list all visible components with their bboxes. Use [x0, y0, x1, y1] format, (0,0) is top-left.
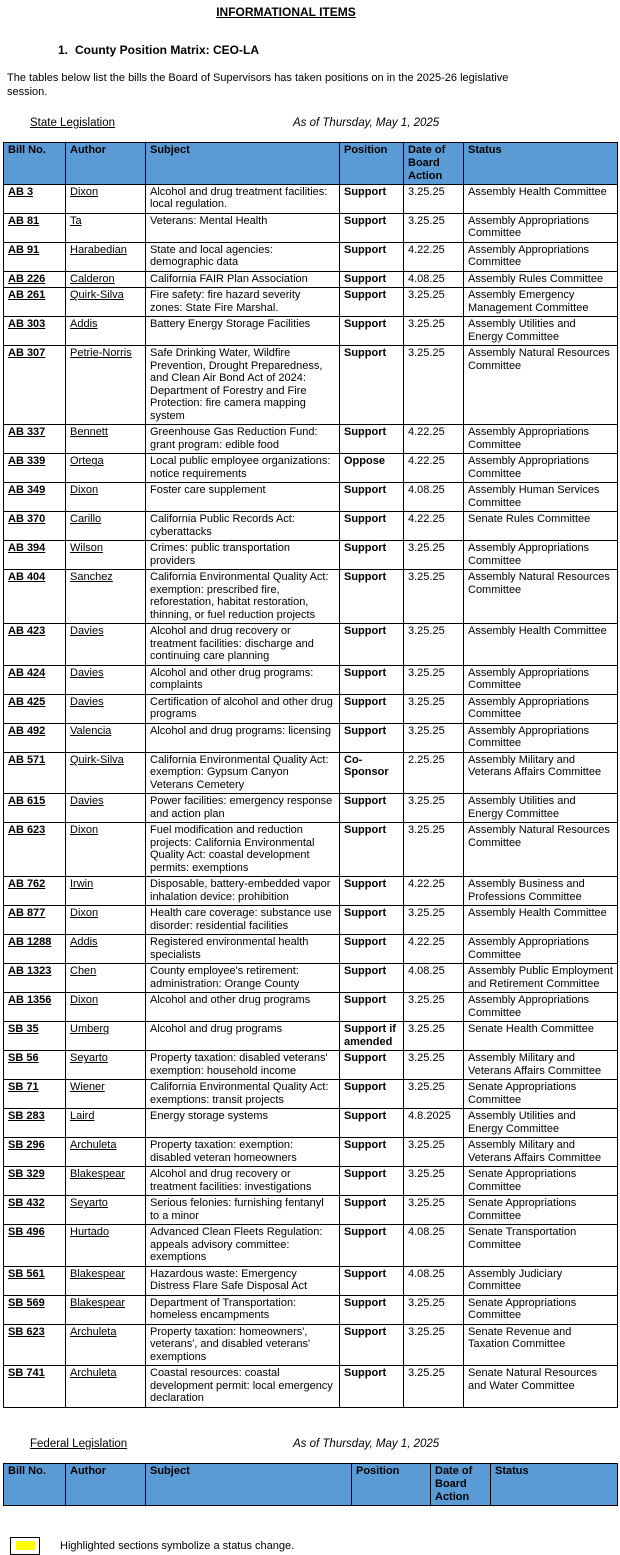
- bill-row: [4, 1138, 618, 1167]
- board-action-date: 3.25.25: [404, 1167, 464, 1196]
- bill-no-link[interactable]: AB 404: [4, 570, 66, 624]
- subject-text: Safe Drinking Water, Wildfire Prevention, Drought Preparedness, and Clean Air Bond Act of 2024: Department of Forestry and Fire Protection: fire camera mapping system: [146, 346, 340, 425]
- board-action-date: 4.08.25: [404, 964, 464, 993]
- col-header-status: Status: [491, 1463, 618, 1505]
- page-title: INFORMATIONAL ITEMS: [216, 5, 356, 19]
- bill-row: [4, 877, 618, 906]
- bill-row: [4, 964, 618, 993]
- federal-section-head: [0, 1438, 620, 1453]
- bill-row: [4, 665, 618, 694]
- position-text: Support: [340, 541, 404, 570]
- subject-text: Certification of alcohol and other drug programs: [146, 694, 340, 723]
- position-text: Support: [340, 1196, 404, 1225]
- subject-text: Greenhouse Gas Reduction Fund: grant program: edible food: [146, 425, 340, 454]
- col-header-bill-no: Bill No.: [4, 142, 66, 184]
- item-title: County Position Matrix: CEO-LA: [75, 43, 259, 57]
- board-action-date: 4.22.25: [404, 242, 464, 271]
- author-link[interactable]: Chen: [66, 964, 146, 993]
- subject-text: Foster care supplement: [146, 483, 340, 512]
- position-text: Support: [340, 665, 404, 694]
- status-text: Assembly Appropriations Committee: [464, 723, 618, 752]
- position-text: Support: [340, 1266, 404, 1295]
- board-action-date: 3.25.25: [404, 541, 464, 570]
- board-action-date: 3.25.25: [404, 1324, 464, 1366]
- status-text: Assembly Military and Veterans Affairs Committee: [464, 1138, 618, 1167]
- bill-no-link[interactable]: AB 424: [4, 665, 66, 694]
- status-text: Assembly Health Committee: [464, 624, 618, 666]
- bill-row: [4, 271, 618, 288]
- col-header-date: Date of Board Action: [431, 1463, 491, 1505]
- subject-text: Crimes: public transportation providers: [146, 541, 340, 570]
- author-link[interactable]: Blakespear: [66, 1266, 146, 1295]
- bill-row: [4, 1051, 618, 1080]
- subject-text: Alcohol and drug programs: licensing: [146, 723, 340, 752]
- bill-row: [4, 213, 618, 242]
- board-action-date: 3.25.25: [404, 1138, 464, 1167]
- bill-no-link[interactable]: AB 226: [4, 271, 66, 288]
- subject-text: Local public employee organizations: notice requirements: [146, 454, 340, 483]
- status-text: Assembly Natural Resources Committee: [464, 570, 618, 624]
- status-text: Senate Transportation Committee: [464, 1225, 618, 1267]
- position-text: Support: [340, 184, 404, 213]
- author-link[interactable]: Davies: [66, 665, 146, 694]
- col-header-position: Position: [352, 1463, 431, 1505]
- author-link[interactable]: Addis: [66, 317, 146, 346]
- bill-row: [4, 425, 618, 454]
- author-link[interactable]: Laird: [66, 1109, 146, 1138]
- position-text: Support: [340, 425, 404, 454]
- subject-text: California Environmental Quality Act: exemptions: transit projects: [146, 1080, 340, 1109]
- position-text: Co-Sponsor: [340, 752, 404, 794]
- subject-text: Veterans: Mental Health: [146, 213, 340, 242]
- position-text: Support: [340, 242, 404, 271]
- position-text: Support: [340, 823, 404, 877]
- status-text: Assembly Appropriations Committee: [464, 694, 618, 723]
- state-section-head: [0, 117, 620, 132]
- status-text: Assembly Appropriations Committee: [464, 665, 618, 694]
- federal-legislation-heading: Federal Legislation: [30, 1437, 128, 1450]
- position-text: Support: [340, 1366, 404, 1408]
- subject-text: California Environmental Quality Act: exemption: Gypsum Canyon Veterans Cemetery: [146, 752, 340, 794]
- board-action-date: 4.22.25: [404, 935, 464, 964]
- board-action-date: 3.25.25: [404, 184, 464, 213]
- subject-text: Department of Transportation: homeless encampments: [146, 1295, 340, 1324]
- subject-text: Registered environmental health specialists: [146, 935, 340, 964]
- bill-no-link[interactable]: AB 339: [4, 454, 66, 483]
- bill-no-link[interactable]: AB 370: [4, 512, 66, 541]
- position-text: Support: [340, 271, 404, 288]
- status-text: Assembly Judiciary Committee: [464, 1266, 618, 1295]
- legend: [10, 1537, 620, 1555]
- bill-no-link[interactable]: SB 283: [4, 1109, 66, 1138]
- board-action-date: 3.25.25: [404, 906, 464, 935]
- state-table-header-row: [4, 142, 618, 184]
- bill-row: [4, 624, 618, 666]
- author-link[interactable]: Blakespear: [66, 1167, 146, 1196]
- author-link[interactable]: Wilson: [66, 541, 146, 570]
- bill-no-link[interactable]: AB 394: [4, 541, 66, 570]
- bill-no-link[interactable]: SB 56: [4, 1051, 66, 1080]
- col-header-status: Status: [464, 142, 618, 184]
- subject-text: California FAIR Plan Association: [146, 271, 340, 288]
- bill-row: [4, 242, 618, 271]
- status-text: Assembly Appropriations Committee: [464, 213, 618, 242]
- position-text: Support: [340, 1051, 404, 1080]
- subject-text: Energy storage systems: [146, 1109, 340, 1138]
- bill-no-link[interactable]: AB 615: [4, 794, 66, 823]
- position-text: Support: [340, 512, 404, 541]
- position-text: Support: [340, 794, 404, 823]
- bill-no-link[interactable]: SB 296: [4, 1138, 66, 1167]
- col-header-subject: Subject: [146, 1463, 352, 1505]
- status-text: Senate Revenue and Taxation Committee: [464, 1324, 618, 1366]
- author-link[interactable]: Davies: [66, 794, 146, 823]
- item-number: 1.: [58, 43, 69, 57]
- board-action-date: 4.22.25: [404, 877, 464, 906]
- position-text: Support: [340, 288, 404, 317]
- board-action-date: 4.08.25: [404, 1266, 464, 1295]
- board-action-date: 3.25.25: [404, 317, 464, 346]
- position-text: Support if amended: [340, 1022, 404, 1051]
- position-text: Support: [340, 1225, 404, 1267]
- bill-no-link[interactable]: AB 91: [4, 242, 66, 271]
- bill-no-link[interactable]: AB 81: [4, 213, 66, 242]
- col-header-date: Date of Board Action: [404, 142, 464, 184]
- position-text: Support: [340, 694, 404, 723]
- board-action-date: 3.25.25: [404, 570, 464, 624]
- subject-text: Fuel modification and reduction projects: California Environmental Quality Act: coastal development permits: exemptions: [146, 823, 340, 877]
- bill-row: [4, 1022, 618, 1051]
- bill-no-link[interactable]: AB 623: [4, 823, 66, 877]
- bill-row: [4, 317, 618, 346]
- highlight-swatch: [16, 1541, 35, 1550]
- author-link[interactable]: Dixon: [66, 184, 146, 213]
- position-text: Support: [340, 1109, 404, 1138]
- board-action-date: 2.25.25: [404, 752, 464, 794]
- bill-row: [4, 823, 618, 877]
- col-header-author: Author: [66, 1463, 146, 1505]
- position-text: Oppose: [340, 454, 404, 483]
- author-link[interactable]: Quirk-Silva: [66, 288, 146, 317]
- bill-row: [4, 541, 618, 570]
- bill-no-link[interactable]: SB 496: [4, 1225, 66, 1267]
- position-text: Support: [340, 1080, 404, 1109]
- bill-row: [4, 1196, 618, 1225]
- status-text: Assembly Natural Resources Committee: [464, 346, 618, 425]
- bill-no-link[interactable]: AB 423: [4, 624, 66, 666]
- bill-row: [4, 512, 618, 541]
- bill-row: [4, 906, 618, 935]
- subject-text: California Environmental Quality Act: exemption: prescribed fire, reforestation, habitat restoration, thinning, or fuel reduction projects: [146, 570, 340, 624]
- subject-text: Alcohol and drug programs: [146, 1022, 340, 1051]
- bill-no-link[interactable]: AB 492: [4, 723, 66, 752]
- status-text: Assembly Appropriations Committee: [464, 541, 618, 570]
- bill-row: [4, 1324, 618, 1366]
- status-text: Assembly Public Employment and Retirement Committee: [464, 964, 618, 993]
- bill-no-link[interactable]: AB 3: [4, 184, 66, 213]
- author-link[interactable]: Archuleta: [66, 1324, 146, 1366]
- subject-text: Serious felonies: furnishing fentanyl to a minor: [146, 1196, 340, 1225]
- bill-no-link[interactable]: AB 307: [4, 346, 66, 425]
- bill-row: [4, 184, 618, 213]
- bill-no-link[interactable]: SB 35: [4, 1022, 66, 1051]
- board-action-date: 3.25.25: [404, 213, 464, 242]
- bill-no-link[interactable]: SB 329: [4, 1167, 66, 1196]
- federal-legislation-table: [3, 1463, 618, 1506]
- status-text: Senate Natural Resources and Water Committee: [464, 1366, 618, 1408]
- board-action-date: 3.25.25: [404, 823, 464, 877]
- position-text: Support: [340, 723, 404, 752]
- bill-row: [4, 1109, 618, 1138]
- position-text: Support: [340, 483, 404, 512]
- bill-row: [4, 1295, 618, 1324]
- board-action-date: 3.25.25: [404, 794, 464, 823]
- position-text: Support: [340, 1295, 404, 1324]
- position-text: Support: [340, 906, 404, 935]
- subject-text: Advanced Clean Fleets Regulation: appeals advisory committee: exemptions: [146, 1225, 340, 1267]
- subject-text: Alcohol and drug recovery or treatment facilities: discharge and continuing care planning: [146, 624, 340, 666]
- subject-text: Fire safety: fire hazard severity zones: State Fire Marshal.: [146, 288, 340, 317]
- legend-text: Highlighted sections symbolize a status change.: [60, 1539, 295, 1552]
- federal-table-header-row: [4, 1463, 618, 1505]
- intro-paragraph: The tables below list the bills the Board of Supervisors has taken positions on in the 2025-26 legislative session.: [7, 72, 509, 98]
- position-text: Support: [340, 935, 404, 964]
- board-action-date: 3.25.25: [404, 665, 464, 694]
- author-link[interactable]: Bennett: [66, 425, 146, 454]
- bill-row: [4, 1167, 618, 1196]
- bill-row: [4, 1225, 618, 1267]
- position-text: Support: [340, 570, 404, 624]
- status-text: Senate Appropriations Committee: [464, 1196, 618, 1225]
- status-text: Assembly Military and Veterans Affairs Committee: [464, 1051, 618, 1080]
- author-link[interactable]: Ortega: [66, 454, 146, 483]
- status-text: Assembly Emergency Management Committee: [464, 288, 618, 317]
- col-header-subject: Subject: [146, 142, 340, 184]
- board-action-date: 3.25.25: [404, 1295, 464, 1324]
- author-link[interactable]: Davies: [66, 624, 146, 666]
- author-link[interactable]: Hurtado: [66, 1225, 146, 1267]
- board-action-date: 3.25.25: [404, 1022, 464, 1051]
- author-link[interactable]: Harabedian: [66, 242, 146, 271]
- status-text: Assembly Appropriations Committee: [464, 935, 618, 964]
- board-action-date: 3.25.25: [404, 993, 464, 1022]
- author-link[interactable]: Dixon: [66, 483, 146, 512]
- bill-row: [4, 1266, 618, 1295]
- bill-no-link[interactable]: SB 432: [4, 1196, 66, 1225]
- board-action-date: 3.25.25: [404, 346, 464, 425]
- author-link[interactable]: Umberg: [66, 1022, 146, 1051]
- position-text: Support: [340, 317, 404, 346]
- bill-no-link[interactable]: AB 1323: [4, 964, 66, 993]
- bill-row: [4, 454, 618, 483]
- author-link[interactable]: Seyarto: [66, 1051, 146, 1080]
- author-link[interactable]: Addis: [66, 935, 146, 964]
- author-link[interactable]: Carillo: [66, 512, 146, 541]
- board-action-date: 3.25.25: [404, 1196, 464, 1225]
- status-text: Assembly Natural Resources Committee: [464, 823, 618, 877]
- author-link[interactable]: Ta: [66, 213, 146, 242]
- status-text: Senate Rules Committee: [464, 512, 618, 541]
- bill-row: [4, 723, 618, 752]
- board-action-date: 3.25.25: [404, 723, 464, 752]
- bill-row: [4, 993, 618, 1022]
- subject-text: Alcohol and other drug programs: [146, 993, 340, 1022]
- col-header-bill-no: Bill No.: [4, 1463, 66, 1505]
- position-text: Support: [340, 213, 404, 242]
- author-link[interactable]: Archuleta: [66, 1366, 146, 1408]
- status-text: Assembly Appropriations Committee: [464, 993, 618, 1022]
- status-text: Assembly Appropriations Committee: [464, 454, 618, 483]
- author-link[interactable]: Dixon: [66, 906, 146, 935]
- bill-row: [4, 483, 618, 512]
- bill-no-link[interactable]: AB 762: [4, 877, 66, 906]
- col-header-author: Author: [66, 142, 146, 184]
- subject-text: Power facilities: emergency response and action plan: [146, 794, 340, 823]
- author-link[interactable]: Blakespear: [66, 1295, 146, 1324]
- state-legislation-heading: State Legislation: [30, 116, 116, 129]
- bill-no-link[interactable]: SB 569: [4, 1295, 66, 1324]
- bill-row: [4, 570, 618, 624]
- bill-row: [4, 752, 618, 794]
- bill-no-link[interactable]: SB 71: [4, 1080, 66, 1109]
- bill-no-link[interactable]: AB 337: [4, 425, 66, 454]
- author-link[interactable]: Archuleta: [66, 1138, 146, 1167]
- item-heading: [58, 43, 620, 57]
- board-action-date: 3.25.25: [404, 1080, 464, 1109]
- state-legislation-table: [3, 142, 618, 1408]
- board-action-date: 3.25.25: [404, 624, 464, 666]
- subject-text: Health care coverage: substance use disorder: residential facilities: [146, 906, 340, 935]
- status-text: Assembly Business and Professions Committee: [464, 877, 618, 906]
- board-action-date: 4.22.25: [404, 454, 464, 483]
- status-text: Senate Appropriations Committee: [464, 1295, 618, 1324]
- subject-text: Battery Energy Storage Facilities: [146, 317, 340, 346]
- board-action-date: 4.08.25: [404, 1225, 464, 1267]
- position-text: Support: [340, 346, 404, 425]
- subject-text: Disposable, battery-embedded vapor inhalation device: prohibition: [146, 877, 340, 906]
- position-text: Support: [340, 993, 404, 1022]
- subject-text: Property taxation: homeowners', veterans', and disabled veterans' exemptions: [146, 1324, 340, 1366]
- author-link[interactable]: Wiener: [66, 1080, 146, 1109]
- status-text: Assembly Appropriations Committee: [464, 425, 618, 454]
- status-text: Assembly Rules Committee: [464, 271, 618, 288]
- author-link[interactable]: Sanchez: [66, 570, 146, 624]
- status-text: Assembly Appropriations Committee: [464, 242, 618, 271]
- status-text: Assembly Utilities and Energy Committee: [464, 1109, 618, 1138]
- status-text: Assembly Health Committee: [464, 906, 618, 935]
- status-text: Assembly Human Services Committee: [464, 483, 618, 512]
- subject-text: Property taxation: exemption: disabled veteran homeowners: [146, 1138, 340, 1167]
- board-action-date: 4.22.25: [404, 425, 464, 454]
- position-text: Support: [340, 877, 404, 906]
- board-action-date: 4.08.25: [404, 483, 464, 512]
- board-action-date: 3.25.25: [404, 1051, 464, 1080]
- bill-row: [4, 288, 618, 317]
- author-link[interactable]: Dixon: [66, 823, 146, 877]
- board-action-date: 3.25.25: [404, 694, 464, 723]
- author-link[interactable]: Davies: [66, 694, 146, 723]
- bill-no-link[interactable]: AB 349: [4, 483, 66, 512]
- board-action-date: 3.25.25: [404, 1366, 464, 1408]
- subject-text: Alcohol and other drug programs: complaints: [146, 665, 340, 694]
- bill-row: [4, 935, 618, 964]
- federal-as-of-date: As of Thursday, May 1, 2025: [293, 1437, 440, 1450]
- subject-text: Property taxation: disabled veterans' exemption: household income: [146, 1051, 340, 1080]
- bill-no-link[interactable]: AB 425: [4, 694, 66, 723]
- board-action-date: 4.22.25: [404, 512, 464, 541]
- subject-text: Coastal resources: coastal development permit: local emergency declaration: [146, 1366, 340, 1408]
- position-text: Support: [340, 1324, 404, 1366]
- bill-no-link[interactable]: SB 623: [4, 1324, 66, 1366]
- subject-text: Alcohol and drug recovery or treatment facilities: investigations: [146, 1167, 340, 1196]
- subject-text: Hazardous waste: Emergency Distress Flare Safe Disposal Act: [146, 1266, 340, 1295]
- board-action-date: 4.08.25: [404, 271, 464, 288]
- status-text: Senate Appropriations Committee: [464, 1080, 618, 1109]
- bill-no-link[interactable]: AB 1356: [4, 993, 66, 1022]
- bill-no-link[interactable]: AB 303: [4, 317, 66, 346]
- author-link[interactable]: Calderon: [66, 271, 146, 288]
- bill-no-link[interactable]: AB 1288: [4, 935, 66, 964]
- state-as-of-date: As of Thursday, May 1, 2025: [293, 116, 440, 129]
- author-link[interactable]: Petrie-Norris: [66, 346, 146, 425]
- author-link[interactable]: Irwin: [66, 877, 146, 906]
- position-text: Support: [340, 964, 404, 993]
- author-link[interactable]: Dixon: [66, 993, 146, 1022]
- subject-text: Alcohol and drug treatment facilities: local regulation.: [146, 184, 340, 213]
- status-text: Assembly Utilities and Energy Committee: [464, 317, 618, 346]
- position-text: Support: [340, 1138, 404, 1167]
- position-text: Support: [340, 1167, 404, 1196]
- author-link[interactable]: Valencia: [66, 723, 146, 752]
- bill-row: [4, 1080, 618, 1109]
- subject-text: California Public Records Act: cyberattacks: [146, 512, 340, 541]
- bill-row: [4, 694, 618, 723]
- author-link[interactable]: Quirk-Silva: [66, 752, 146, 794]
- status-text: Assembly Health Committee: [464, 184, 618, 213]
- status-text: Assembly Utilities and Energy Committee: [464, 794, 618, 823]
- bill-no-link[interactable]: SB 561: [4, 1266, 66, 1295]
- col-header-position: Position: [340, 142, 404, 184]
- bill-no-link[interactable]: AB 261: [4, 288, 66, 317]
- status-text: Senate Health Committee: [464, 1022, 618, 1051]
- bill-no-link[interactable]: SB 741: [4, 1366, 66, 1408]
- bill-no-link[interactable]: AB 571: [4, 752, 66, 794]
- bill-row: [4, 346, 618, 425]
- highlight-swatch-box: [10, 1537, 40, 1555]
- status-text: Assembly Military and Veterans Affairs Committee: [464, 752, 618, 794]
- subject-text: State and local agencies: demographic data: [146, 242, 340, 271]
- subject-text: County employee's retirement: administration: Orange County: [146, 964, 340, 993]
- bill-row: [4, 1366, 618, 1408]
- status-text: Senate Appropriations Committee: [464, 1167, 618, 1196]
- board-action-date: 4.8.2025: [404, 1109, 464, 1138]
- bill-no-link[interactable]: AB 877: [4, 906, 66, 935]
- bill-row: [4, 794, 618, 823]
- position-text: Support: [340, 624, 404, 666]
- board-action-date: 3.25.25: [404, 288, 464, 317]
- author-link[interactable]: Seyarto: [66, 1196, 146, 1225]
